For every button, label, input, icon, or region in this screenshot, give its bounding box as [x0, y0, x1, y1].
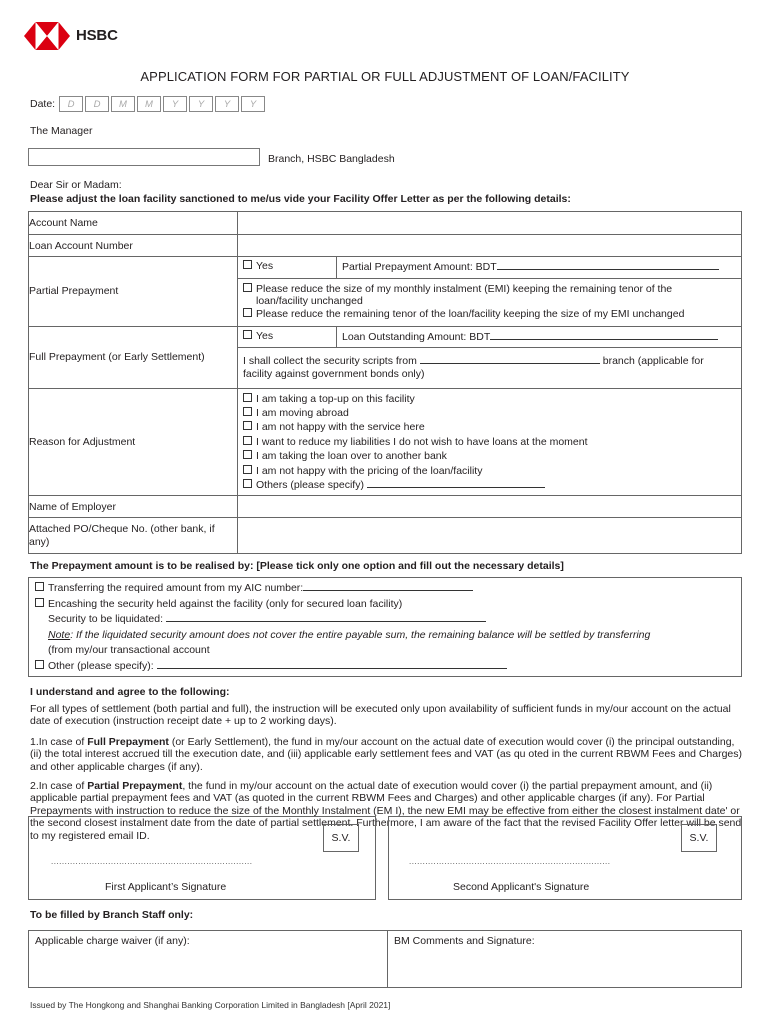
full-yes-checkbox[interactable] [243, 330, 256, 342]
date-box-year2[interactable]: Y [189, 96, 213, 112]
cheque-label: Attached PO/Cheque No. (other bank, if any) [29, 518, 238, 554]
signature-line: .......................................................................... [409, 857, 611, 866]
brand-name: HSBC [76, 27, 118, 44]
date-label: Date: [30, 98, 56, 110]
sv-box-second: S.V. [681, 824, 717, 852]
outstanding-amount-label: Loan Outstanding Amount: BDT [342, 330, 491, 343]
reason-topup-checkbox[interactable] [243, 393, 256, 405]
aic-number-field[interactable] [303, 581, 473, 591]
reduce-tenor-label: Please reduce the remaining tenor of the loan/facility keeping the size of my EMI unchanged [256, 308, 685, 320]
security-label: Security to be liquidated: [48, 613, 163, 625]
manager-line: The Manager [30, 125, 93, 137]
collect-scripts-cont: facility against government bonds only) [243, 368, 425, 380]
transfer-checkbox[interactable] [35, 582, 48, 594]
reason-item: I am moving abroad [256, 406, 349, 419]
collect-scripts-tail: branch (applicable for [602, 355, 704, 367]
reason-item: I am not happy with the pricing of the loan/facility [256, 464, 483, 477]
note-text-cont: (from my/our transactional account [48, 644, 210, 656]
date-box-month2[interactable]: M [137, 96, 161, 112]
point2-c: from either the closest instalment date' or the second closest instalment date from the date of partial settlement. Furthermore, I am aware [30, 804, 740, 830]
bm-comments-box[interactable] [387, 930, 742, 988]
reduce-emi-checkbox[interactable] [243, 283, 256, 295]
point2-b: For Partial Prepayments with instruction to reduce the size of the Monthly Instalment (EM I), the new EMI may be effective [30, 792, 705, 817]
cheque-field[interactable] [238, 518, 742, 554]
loan-account-field[interactable] [238, 235, 742, 257]
encash-label: Encashing the security held against the facility (only for secured loan facility) [48, 597, 403, 610]
reason-item: I want to reduce my liabilities I do not wish to have loans at the moment [256, 435, 588, 448]
signature-line: .......................................................................... [51, 857, 253, 866]
reduce-tenor-checkbox[interactable] [243, 308, 256, 320]
reason-label: Reason for Adjustment [29, 388, 238, 496]
reason-others-checkbox[interactable] [243, 479, 256, 491]
salutation: Dear Sir or Madam: [30, 179, 122, 191]
point2-bold: Partial Prepayment [87, 780, 183, 792]
note-label: Note [48, 628, 71, 641]
first-signature-label: First Applicant’s Signature [105, 881, 227, 893]
charge-waiver-label: Applicable charge waiver (if any): [35, 935, 190, 947]
partial-prepayment-label: Partial Prepayment [29, 257, 238, 327]
encash-checkbox[interactable] [35, 598, 48, 610]
date-box-year1[interactable]: Y [163, 96, 187, 112]
sv-box-first: S.V. [323, 824, 359, 852]
agree-heading: I understand and agree to the following: [30, 686, 230, 698]
hsbc-logo [24, 22, 124, 50]
point1-rest: (or Early Settlement), the fund in my/our account on the actual date of execution would cover (i) the principal outstanding, (ii) the total interest accrued till the execution date, and (iii) applicable early settlement fees and VAT (as qu oted in the current RBWM Fees and Charges) and other applicable charges (if any). [30, 736, 743, 773]
date-box-month1[interactable]: M [111, 96, 135, 112]
staff-heading: To be filled by Branch Staff only: [30, 909, 194, 921]
reason-abroad-checkbox[interactable] [243, 407, 256, 419]
reason-service-checkbox[interactable] [243, 421, 256, 433]
bm-comments-label: BM Comments and Signature: [394, 935, 535, 947]
reason-another-bank-checkbox[interactable] [243, 450, 256, 462]
collect-scripts-label: I shall collect the security scripts from [243, 355, 417, 367]
request-statement: Please adjust the loan facility sanctioned to me/us vide your Facility Offer Letter as per the following details: [30, 193, 571, 205]
security-field[interactable] [166, 612, 486, 622]
other-method-checkbox[interactable] [35, 660, 48, 672]
employer-label: Name of Employer [29, 496, 238, 518]
collect-branch-field[interactable] [420, 354, 600, 364]
second-signature-label: Second Applicant's Signature [453, 881, 590, 893]
employer-field[interactable] [238, 496, 742, 518]
first-signature-box[interactable] [28, 816, 376, 900]
date-input-group[interactable] [59, 96, 267, 112]
point1-bold: Full Prepayment [87, 736, 169, 748]
reason-item: Others (please specify) [256, 478, 364, 491]
reason-item: I am taking a top-up on this facility [256, 392, 415, 405]
second-signature-box[interactable] [388, 816, 742, 900]
charge-waiver-box[interactable] [28, 930, 388, 988]
date-box-year3[interactable]: Y [215, 96, 239, 112]
partial-yes-label: Yes [256, 260, 274, 272]
branch-label: Branch, HSBC Bangladesh [268, 153, 395, 165]
reduce-emi-label-cont: loan/facility unchanged [256, 295, 363, 307]
account-name-label: Account Name [29, 212, 238, 235]
date-box-year4[interactable]: Y [241, 96, 265, 112]
partial-yes-checkbox[interactable] [243, 260, 256, 272]
outstanding-amount-field[interactable] [490, 330, 718, 340]
full-prepayment-label: Full Prepayment (or Early Settlement) [29, 326, 238, 388]
date-box-day1[interactable]: D [59, 96, 83, 112]
other-method-field[interactable] [157, 659, 507, 669]
prepayment-options [28, 577, 742, 677]
date-box-day2[interactable]: D [85, 96, 109, 112]
agree-point-1 [30, 736, 746, 773]
reason-others-field[interactable] [367, 478, 545, 488]
agree-intro-rest: in my/our account on the actual date of execution (instruction receipt date + up to 2 working days). [30, 703, 731, 728]
account-name-field[interactable] [238, 212, 742, 235]
hsbc-hexagon-icon [24, 22, 70, 50]
form-title: APPLICATION FORM FOR PARTIAL OR FULL ADJUSTMENT OF LOAN/FACILITY [140, 69, 630, 84]
reason-liabilities-checkbox[interactable] [243, 436, 256, 448]
partial-amount-label: Partial Prepayment Amount: BDT [342, 261, 497, 273]
other-method-label: Other (please specify): [48, 659, 154, 672]
details-table [28, 211, 742, 554]
reason-item: I am not happy with the service here [256, 421, 425, 434]
point2-prefix: 2.In case of [30, 780, 88, 792]
full-yes-label: Yes [256, 329, 274, 342]
agree-intro-emph: For all types of settlement (both partial and full), the instruction will be executed only upon availability of sufficient funds [30, 703, 582, 715]
transfer-label: Transferring the required amount from my AIC number: [48, 582, 304, 594]
reduce-emi-label: Please reduce the size of my monthly instalment (EMI) keeping the remaining tenor of the [256, 282, 673, 295]
note-text: : If the liquidated security amount does not cover the entire payable sum, the remaining balance will be settled by transferring [70, 628, 651, 641]
branch-name-field[interactable] [28, 148, 260, 166]
loan-account-label: Loan Account Number [29, 235, 238, 257]
prepayment-heading: The Prepayment amount is to be realised by: [Please tick only one option and fill out the necessary details] [30, 560, 564, 572]
point2-a: , the fund in my/our account on the actual date of execution would cover (i) the partial prepayment amount, and (ii) applicable partial prepayment fees and VAT (as quoted in the current RBWM Fees and Charges) and other applicable charges (if any). [30, 780, 713, 805]
footer-issuer: Issued by The Hongkong and Shanghai Banking Corporation Limited in Bangladesh [April 2021] [30, 1000, 391, 1010]
point2-d: of the fact that the revised Facility Offer letter will be send to my registered email ID. [30, 817, 742, 842]
agree-intro [30, 703, 746, 728]
point1-prefix: 1.In case of [30, 736, 88, 748]
reason-item: I am taking the loan over to another bank [256, 450, 447, 463]
reason-pricing-checkbox[interactable] [243, 465, 256, 477]
partial-amount-field[interactable] [497, 260, 719, 270]
